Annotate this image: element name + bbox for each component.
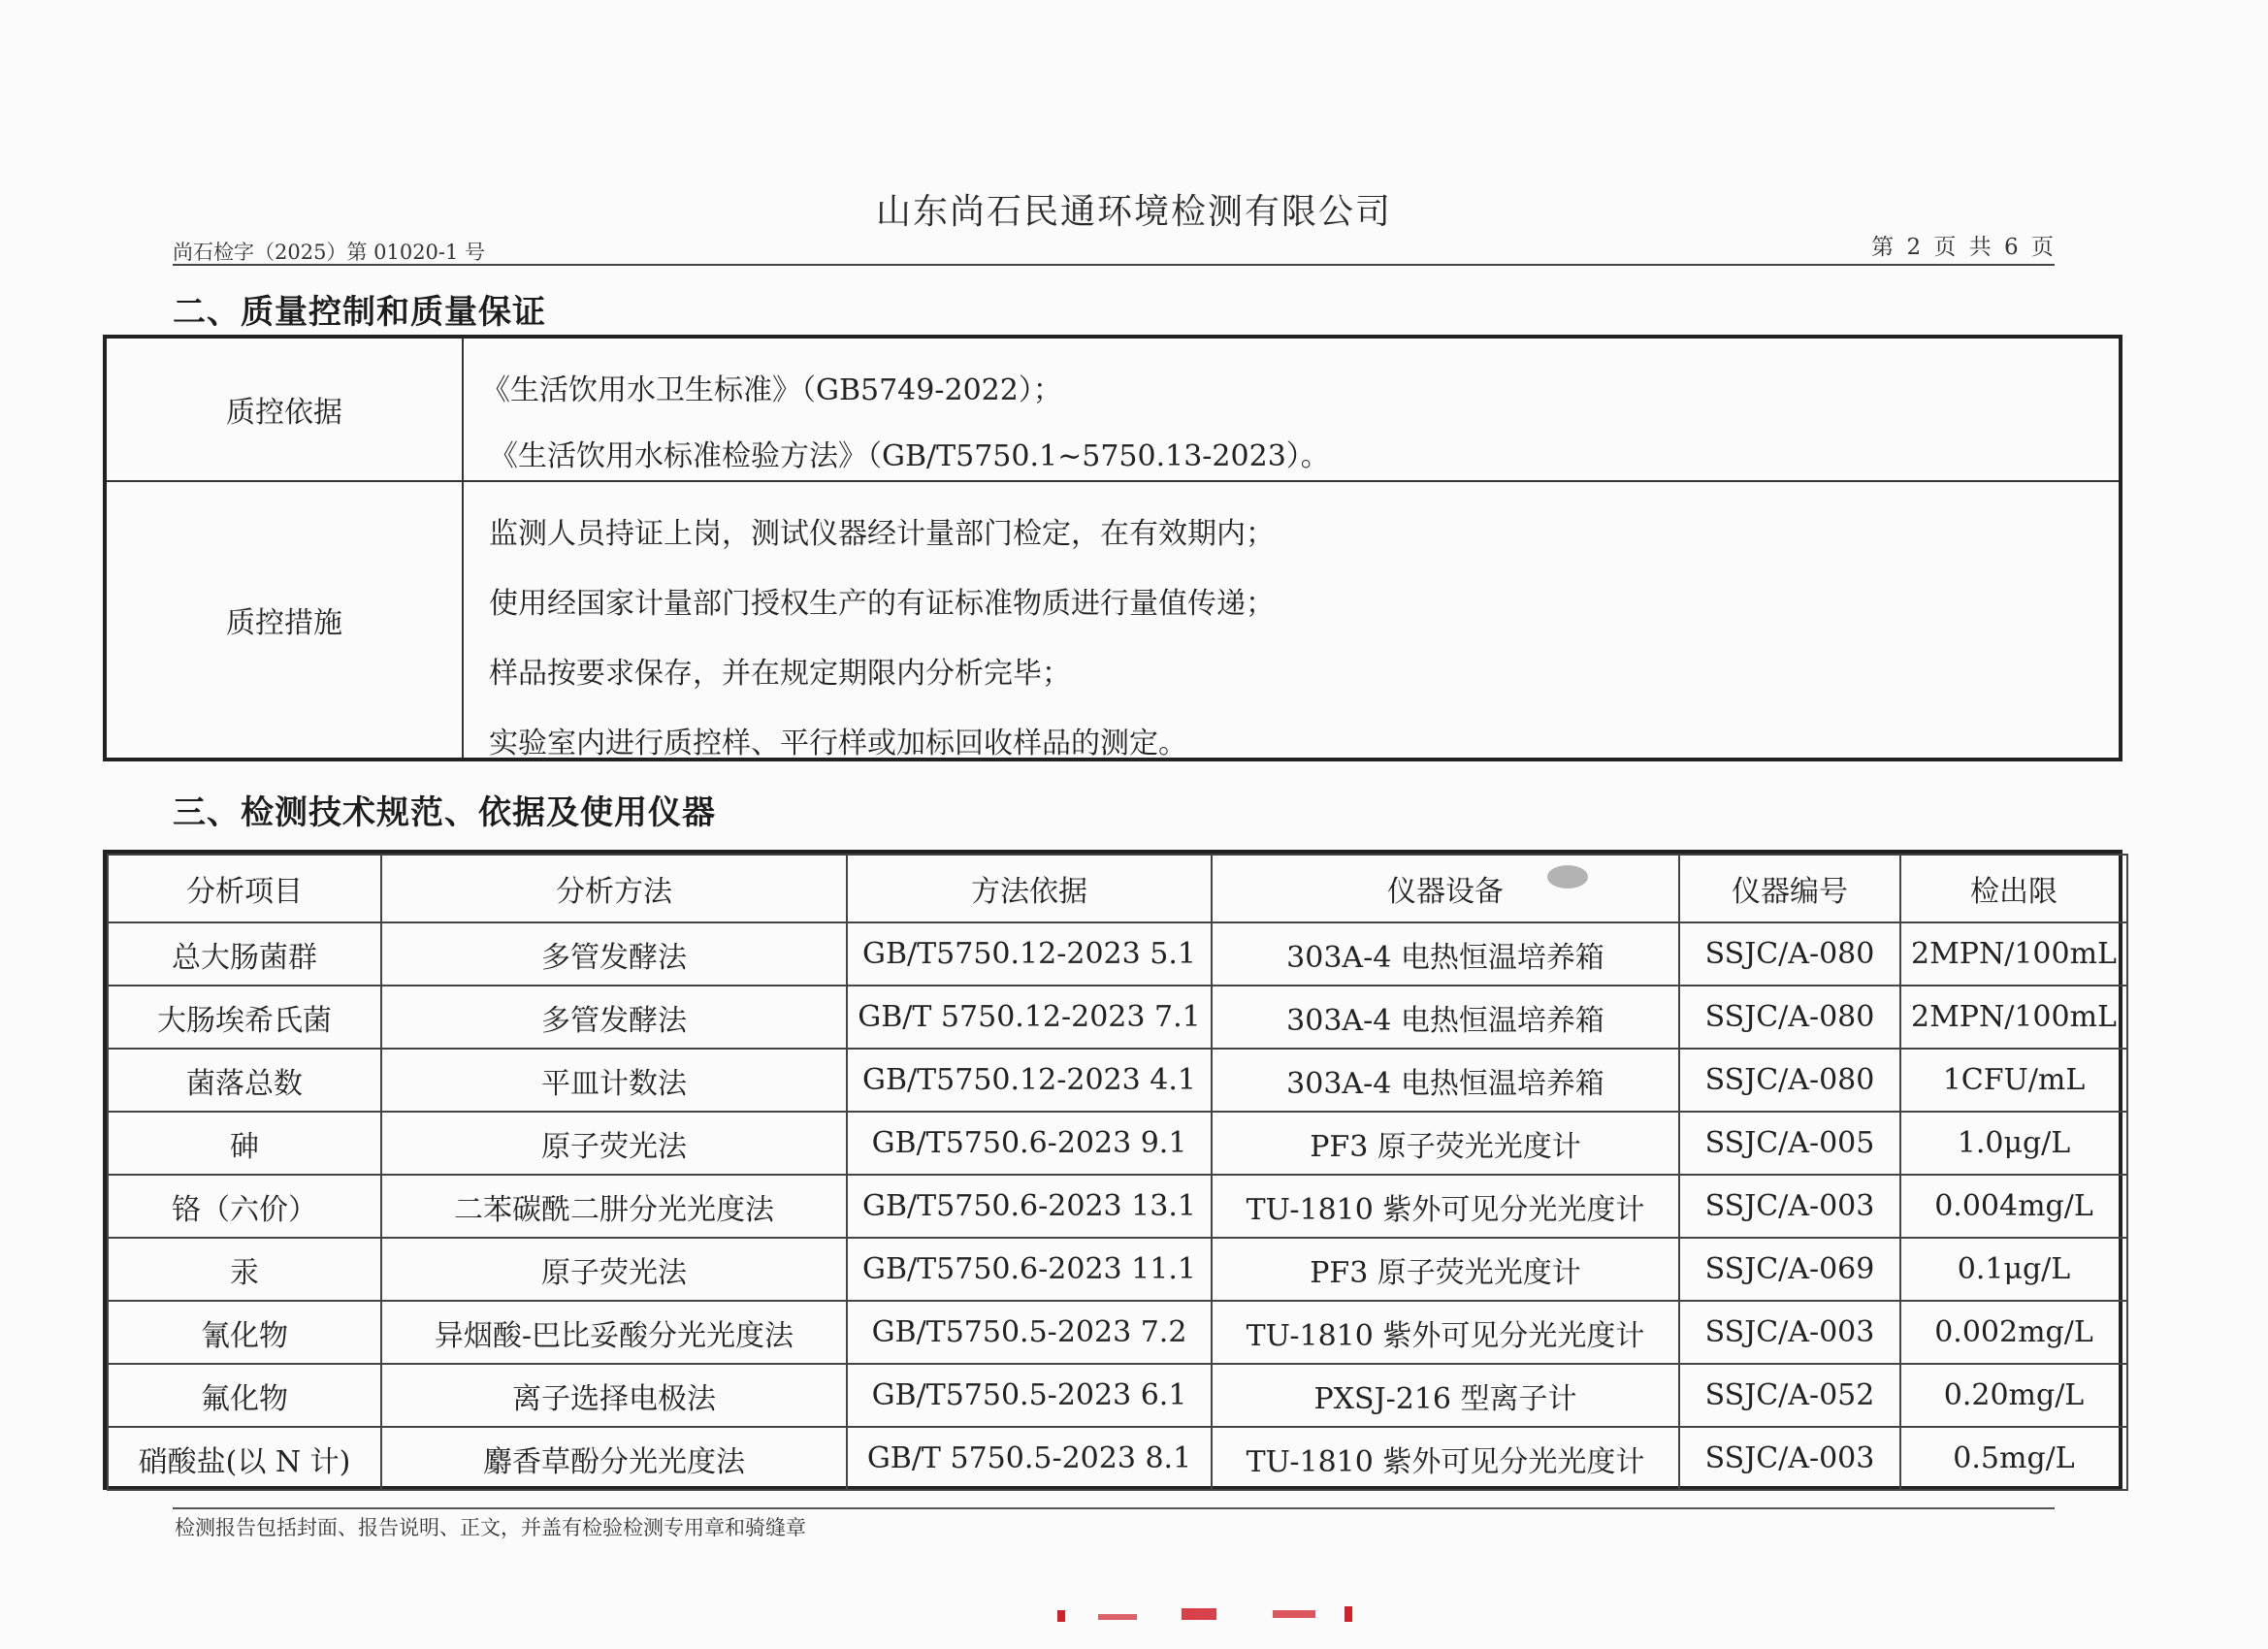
cell-instrument: TU-1810 紫外可见分光光度计	[1212, 1301, 1679, 1364]
cell-instrument-id: SSJC/A-003	[1679, 1301, 1900, 1364]
cell-instrument-id: SSJC/A-052	[1679, 1364, 1900, 1427]
cell-instrument-id: SSJC/A-003	[1679, 1427, 1900, 1490]
cell-method: 麝香草酚分光光度法	[381, 1427, 847, 1490]
section-2-title: 二、质量控制和质量保证	[173, 293, 546, 332]
cell-method: 多管发酵法	[381, 922, 847, 986]
qc-row-measures	[107, 482, 2119, 758]
qc-label-basis: 质控依据	[107, 339, 464, 480]
table-row	[108, 1049, 2127, 1112]
section-3-title: 三、检测技术规范、依据及使用仪器	[173, 793, 716, 832]
cell-instrument: PXSJ-216 型离子计	[1212, 1364, 1679, 1427]
cell-basis: GB/T 5750.12-2023 7.1	[847, 986, 1212, 1049]
cell-detection-limit: 1CFU/mL	[1900, 1049, 2127, 1112]
cell-method: 异烟酸-巴比妥酸分光光度法	[381, 1301, 847, 1364]
cell-instrument-id: SSJC/A-080	[1679, 1049, 1900, 1112]
company-name: 山东尚石民通环境检测有限公司	[875, 192, 1392, 232]
table-header-row	[108, 855, 2127, 922]
methods-table	[103, 850, 2122, 1490]
column-header: 检出限	[1900, 855, 2127, 922]
qc-measure-line: 监测人员持证上岗，测试仪器经计量部门检定，在有效期内；	[489, 517, 1275, 551]
cell-instrument: PF3 原子荧光光度计	[1212, 1112, 1679, 1175]
qc-basis-line: 《生活饮用水标准检验方法》（GB/T5750.1~5750.13-2023）。	[489, 439, 1330, 473]
table-row	[108, 1364, 2127, 1427]
cell-basis: GB/T5750.12-2023 4.1	[847, 1049, 1212, 1112]
cell-item: 汞	[108, 1238, 381, 1301]
table-row	[108, 1112, 2127, 1175]
table-row	[108, 986, 2127, 1049]
table-row	[108, 1427, 2127, 1490]
cell-method: 原子荧光法	[381, 1238, 847, 1301]
cell-detection-limit: 0.1μg/L	[1900, 1238, 2127, 1301]
qc-measure-line: 样品按要求保存，并在规定期限内分析完毕；	[489, 657, 1071, 691]
qc-row-basis	[107, 339, 2119, 482]
ink-smudge	[1547, 865, 1588, 889]
cell-instrument: PF3 原子荧光光度计	[1212, 1238, 1679, 1301]
cell-detection-limit: 2MPN/100mL	[1900, 922, 2127, 986]
column-header: 方法依据	[847, 855, 1212, 922]
cell-detection-limit: 1.0μg/L	[1900, 1112, 2127, 1175]
cell-instrument-id: SSJC/A-080	[1679, 986, 1900, 1049]
cell-item: 菌落总数	[108, 1049, 381, 1112]
table-row	[108, 1301, 2127, 1364]
cell-item: 砷	[108, 1112, 381, 1175]
cell-item: 硝酸盐(以 N 计)	[108, 1427, 381, 1490]
cell-instrument: TU-1810 紫外可见分光光度计	[1212, 1427, 1679, 1490]
footer-note: 检测报告包括封面、报告说明、正文，并盖有检验检测专用章和骑缝章	[175, 1516, 806, 1539]
cell-instrument-id: SSJC/A-069	[1679, 1238, 1900, 1301]
cell-detection-limit: 0.004mg/L	[1900, 1175, 2127, 1238]
cell-basis: GB/T5750.5-2023 6.1	[847, 1364, 1212, 1427]
cell-method: 多管发酵法	[381, 986, 847, 1049]
cell-basis: GB/T5750.6-2023 11.1	[847, 1238, 1212, 1301]
cell-detection-limit: 0.20mg/L	[1900, 1364, 2127, 1427]
seal-stamp-fragment	[1057, 1604, 1358, 1626]
cell-instrument: 303A-4 电热恒温培养箱	[1212, 922, 1679, 986]
qc-measure-line: 使用经国家计量部门授权生产的有证标准物质进行量值传递；	[489, 587, 1275, 621]
cell-basis: GB/T 5750.5-2023 8.1	[847, 1427, 1212, 1490]
cell-item: 氰化物	[108, 1301, 381, 1364]
cell-item: 氟化物	[108, 1364, 381, 1427]
qc-measure-line: 实验室内进行质控样、平行样或加标回收样品的测定。	[489, 727, 1187, 760]
cell-method: 离子选择电极法	[381, 1364, 847, 1427]
cell-instrument-id: SSJC/A-005	[1679, 1112, 1900, 1175]
cell-item: 大肠埃希氏菌	[108, 986, 381, 1049]
cell-instrument-id: SSJC/A-003	[1679, 1175, 1900, 1238]
qc-label-measures: 质控措施	[107, 482, 464, 758]
column-header: 仪器设备	[1212, 855, 1679, 922]
column-header: 分析项目	[108, 855, 381, 922]
table-row	[108, 1238, 2127, 1301]
cell-instrument: TU-1810 紫外可见分光光度计	[1212, 1175, 1679, 1238]
qc-basis-line: 《生活饮用水卫生标准》（GB5749-2022）；	[481, 373, 1062, 407]
cell-detection-limit: 0.002mg/L	[1900, 1301, 2127, 1364]
cell-item: 总大肠菌群	[108, 922, 381, 986]
table-row	[108, 922, 2127, 986]
cell-basis: GB/T5750.5-2023 7.2	[847, 1301, 1212, 1364]
document-number: 尚石检字（2025）第 01020-1 号	[173, 241, 486, 264]
cell-instrument-id: SSJC/A-080	[1679, 922, 1900, 986]
header-divider	[173, 264, 2055, 266]
footer-divider	[173, 1507, 2055, 1509]
table-row	[108, 1175, 2127, 1238]
cell-basis: GB/T5750.12-2023 5.1	[847, 922, 1212, 986]
quality-control-table	[103, 335, 2122, 761]
cell-instrument: 303A-4 电热恒温培养箱	[1212, 1049, 1679, 1112]
column-header: 分析方法	[381, 855, 847, 922]
cell-instrument: 303A-4 电热恒温培养箱	[1212, 986, 1679, 1049]
cell-method: 平皿计数法	[381, 1049, 847, 1112]
cell-method: 二苯碳酰二肼分光光度法	[381, 1175, 847, 1238]
cell-basis: GB/T5750.6-2023 9.1	[847, 1112, 1212, 1175]
cell-detection-limit: 0.5mg/L	[1900, 1427, 2127, 1490]
column-header: 仪器编号	[1679, 855, 1900, 922]
page-number: 第 2 页 共 6 页	[1871, 235, 2057, 260]
cell-method: 原子荧光法	[381, 1112, 847, 1175]
cell-basis: GB/T5750.6-2023 13.1	[847, 1175, 1212, 1238]
cell-detection-limit: 2MPN/100mL	[1900, 986, 2127, 1049]
cell-item: 铬（六价）	[108, 1175, 381, 1238]
